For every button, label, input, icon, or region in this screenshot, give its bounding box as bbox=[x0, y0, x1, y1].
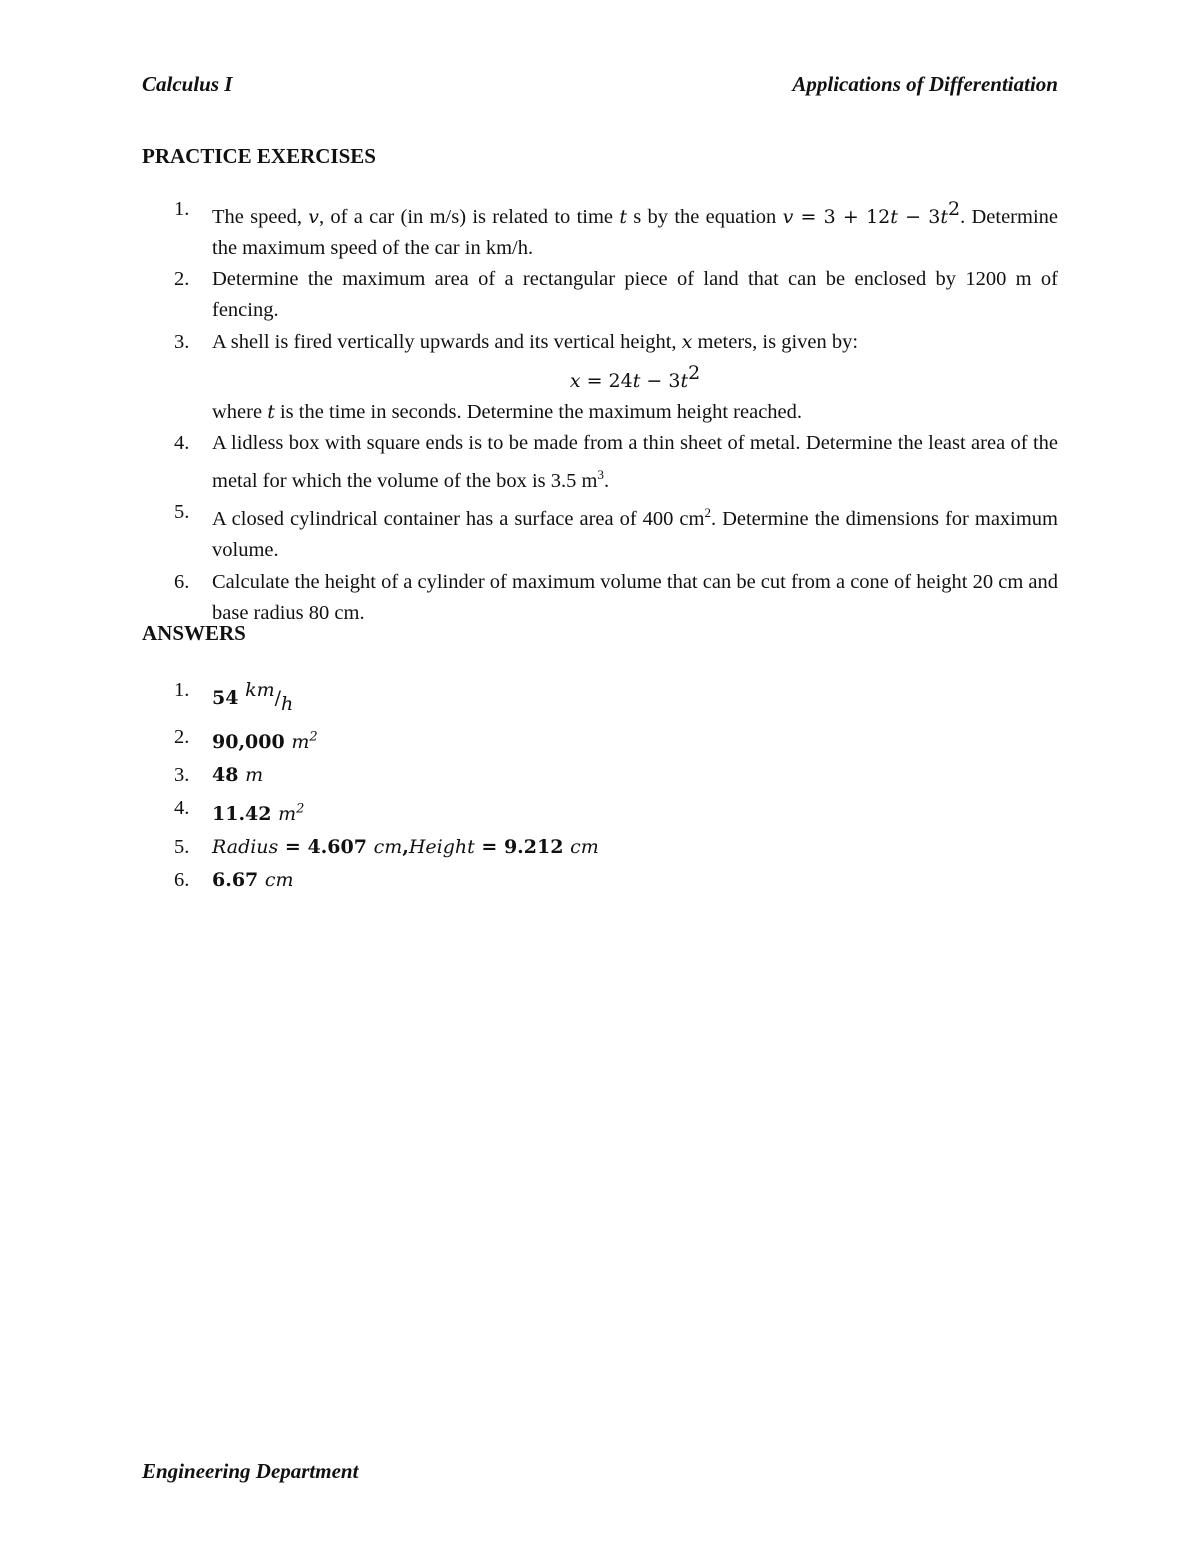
exercise-text: A closed cylindrical container has a surface area of 400 cm bbox=[212, 508, 705, 531]
answer-number-value: 11.42 bbox=[212, 802, 279, 825]
exercise-text: , of a car (in m/s) is related to time bbox=[319, 205, 620, 228]
answer-value bbox=[212, 869, 294, 891]
answer-item bbox=[142, 721, 1058, 759]
answer-number: 4. bbox=[174, 797, 190, 820]
answer-item bbox=[142, 759, 1058, 792]
answer-value bbox=[212, 679, 294, 715]
answer-item bbox=[142, 674, 1058, 721]
answer-number-value: = 4.607 bbox=[278, 835, 374, 858]
math-text: − 3 bbox=[897, 205, 941, 228]
math-text: − 3 bbox=[640, 369, 681, 392]
answer-value bbox=[212, 764, 263, 786]
answer-item bbox=[142, 792, 1058, 830]
math-exponent: 2 bbox=[688, 361, 701, 384]
math-var: x bbox=[569, 369, 581, 392]
exercise-text: where bbox=[212, 400, 268, 423]
answer-number-value: 54 bbox=[212, 687, 246, 709]
math-var: t bbox=[619, 205, 627, 228]
answer-unit: cm bbox=[264, 868, 294, 891]
answer-value bbox=[212, 836, 599, 858]
unit-denominator: h bbox=[281, 693, 294, 715]
exercise-text: The speed, bbox=[212, 205, 309, 228]
answer-value bbox=[212, 731, 318, 753]
answer-number-value: 90,000 bbox=[212, 731, 292, 754]
exercise-text: A shell is fired vertically upwards and its vertical height, bbox=[212, 330, 682, 353]
unit-slash: / bbox=[274, 687, 281, 709]
answer-item bbox=[142, 864, 1058, 897]
math-var: v bbox=[308, 205, 319, 228]
exercise-text: . bbox=[603, 470, 610, 493]
header-chapter-title: Applications of Differentiation bbox=[792, 72, 1058, 96]
answer-number-value: 48 bbox=[212, 764, 246, 787]
exercise-item bbox=[142, 194, 1058, 264]
exercise-text: Determine the maximum area of a rectangular piece of land that can be enclosed by 1200 m of fencing. bbox=[212, 268, 1058, 322]
answer-unit: m bbox=[291, 731, 310, 754]
math-var: t bbox=[632, 369, 641, 392]
exercise-text: A lidless box with square ends is to be made from a thin sheet of metal. Determine the least area of the metal for which the volume of the box is 3.5 m bbox=[212, 432, 1058, 493]
answer-unit: m bbox=[278, 802, 297, 825]
answer-number-value: = 9.212 bbox=[474, 835, 571, 858]
answer-item bbox=[142, 831, 1058, 864]
answer-number: 6. bbox=[174, 868, 190, 891]
exercise-number: 6. bbox=[174, 570, 190, 593]
answer-exponent: 2 bbox=[309, 730, 318, 745]
answer-number: 5. bbox=[174, 835, 190, 858]
answers-heading: ANSWERS bbox=[142, 621, 246, 645]
math-var: v bbox=[782, 205, 794, 228]
exponent: 2 bbox=[704, 505, 711, 521]
math-exponent: 2 bbox=[947, 198, 961, 220]
answer-unit: m bbox=[245, 764, 264, 787]
answer-separator: , bbox=[402, 835, 409, 858]
exercise-text: s by the equation bbox=[626, 205, 783, 228]
math-var: t bbox=[680, 369, 689, 392]
answer-value bbox=[212, 803, 304, 825]
math-var: x bbox=[681, 330, 693, 353]
answer-number: 3. bbox=[174, 764, 190, 787]
answer-unit: cm bbox=[570, 835, 599, 858]
math-var: t bbox=[267, 400, 275, 423]
math-text: = 3 + 12 bbox=[793, 205, 891, 228]
exercise-number: 2. bbox=[174, 268, 190, 291]
answer-label: Radius bbox=[212, 835, 279, 858]
math-var: t bbox=[890, 205, 898, 228]
exponent: 3 bbox=[597, 467, 604, 483]
answer-number: 1. bbox=[174, 679, 190, 701]
exercise-text: . Determine the dimensions for maximum volume. bbox=[212, 508, 1059, 562]
exercise-text: meters, is given by: bbox=[692, 330, 859, 353]
math-text: = 24 bbox=[580, 369, 633, 392]
answer-exponent: 2 bbox=[296, 801, 305, 817]
exercise-number: 5. bbox=[174, 501, 190, 524]
exercise-item bbox=[142, 264, 1058, 326]
exercise-text: is the time in seconds. Determine the maximum height reached. bbox=[274, 400, 803, 423]
header-course-title: Calculus I bbox=[142, 72, 233, 96]
exercise-item bbox=[142, 567, 1058, 629]
exercise-number: 4. bbox=[174, 432, 190, 455]
exercise-list bbox=[142, 194, 1058, 629]
exercise-text: . Determine the maximum speed of the car in km/h. bbox=[212, 205, 1058, 260]
answer-label: Height bbox=[408, 835, 475, 858]
answer-list bbox=[142, 674, 1058, 897]
display-equation bbox=[212, 358, 1058, 397]
math-var: t bbox=[940, 205, 948, 228]
answer-number: 2. bbox=[174, 726, 190, 748]
exercise-text: Calculate the height of a cylinder of maximum volume that can be cut from a cone of height 20 cm and base radius 80 cm. bbox=[212, 570, 1058, 624]
unit-numerator: km bbox=[245, 679, 275, 701]
answer-unit: cm bbox=[373, 835, 403, 858]
footer-department: Engineering Department bbox=[142, 1459, 359, 1483]
exercise-item bbox=[142, 497, 1058, 566]
practice-exercises-heading: PRACTICE EXERCISES bbox=[142, 144, 376, 168]
exercise-item bbox=[142, 327, 1058, 428]
exercise-number: 1. bbox=[174, 198, 190, 220]
exercise-number: 3. bbox=[174, 330, 190, 353]
answer-number-value: 6.67 bbox=[212, 868, 265, 891]
exercise-item bbox=[142, 428, 1058, 497]
